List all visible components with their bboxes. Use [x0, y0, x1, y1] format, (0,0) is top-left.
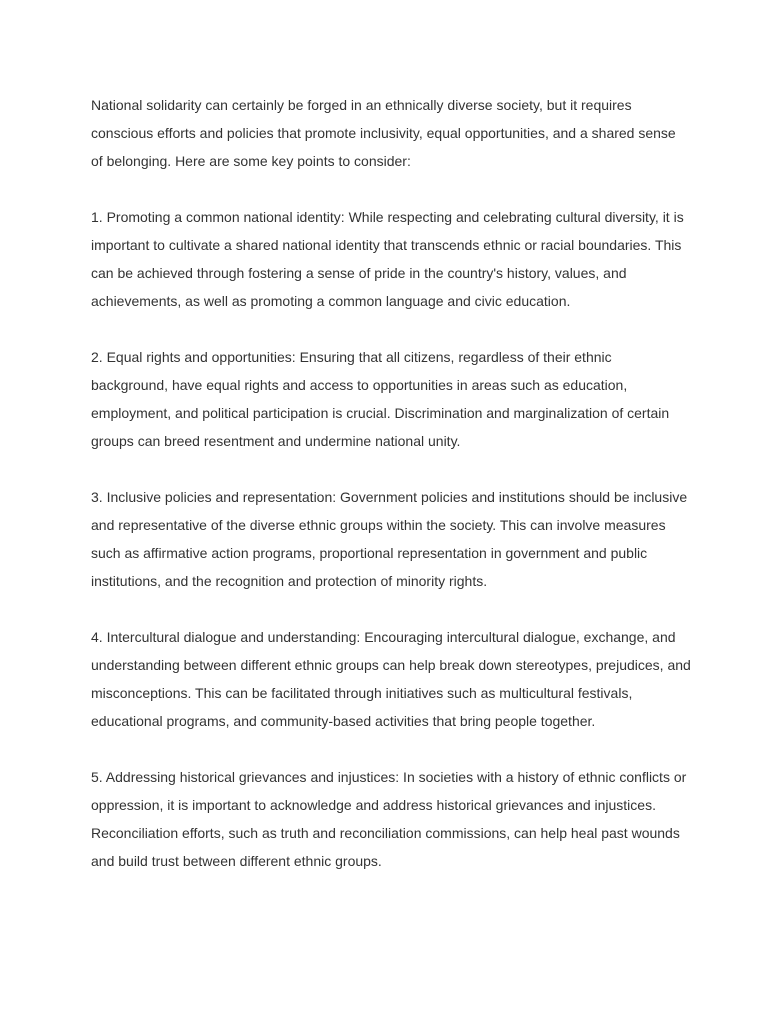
point-4-paragraph: 4. Intercultural dialogue and understanding: Encouraging intercultural dialogue, exchange, and understanding between different ethnic groups can help break down stereotypes, prejudices, and misconceptions. This can be facilitated through initiatives such as multicultural festivals, educational programs, and community-based activities that bring people together. — [91, 629, 691, 729]
point-5-paragraph: 5. Addressing historical grievances and injustices: In societies with a history of ethnic conflicts or oppression, it is important to acknowledge and address historical grievances and injustices. Reconciliation efforts, such as truth and reconciliation commissions, can help heal past wounds and build trust between different ethnic groups. — [91, 769, 687, 869]
point-2-paragraph: 2. Equal rights and opportunities: Ensuring that all citizens, regardless of their ethnic background, have equal rights and access to opportunities in areas such as education, employment, and political participation is crucial. Discrimination and marginalization of certain groups can breed resentment and undermine national unity. — [91, 349, 670, 449]
intro-paragraph: National solidarity can certainly be forged in an ethnically diverse society, but it requires conscious efforts and policies that promote inclusivity, equal opportunities, and a shared sense of belonging. Here are some key points to consider: — [91, 97, 676, 169]
document-page — [91, 91, 691, 903]
point-3-paragraph: 3. Inclusive policies and representation: Government policies and institutions should be inclusive and representative of the diverse ethnic groups within the society. This can involve measures such as affirmative action programs, proportional representation in government and public institutions, and the recognition and protection of minority rights. — [91, 489, 688, 589]
point-1-paragraph: 1. Promoting a common national identity: While respecting and celebrating cultural diversity, it is important to cultivate a shared national identity that transcends ethnic or racial boundaries. This can be achieved through fostering a sense of pride in the country's history, values, and achievements, as well as promoting a common language and civic education. — [91, 209, 684, 309]
